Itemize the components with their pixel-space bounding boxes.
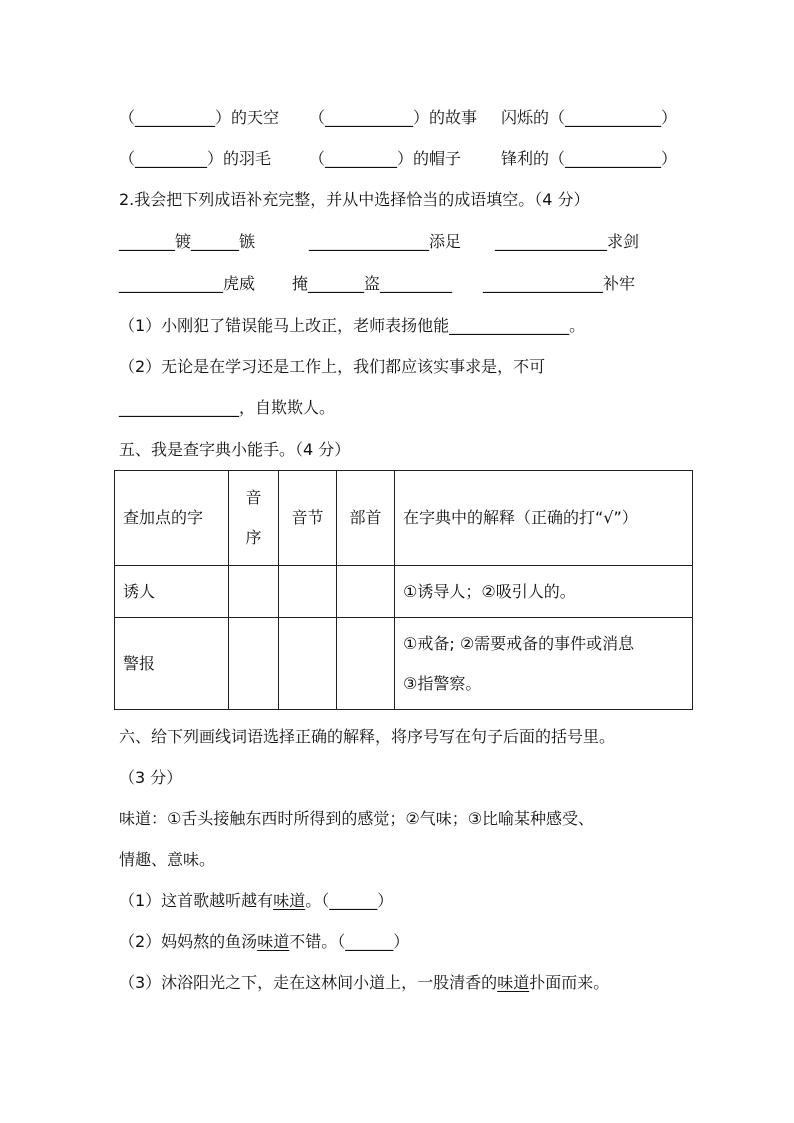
idiom-item: _______________补牢	[483, 274, 636, 293]
dictionary-table	[114, 470, 693, 710]
header-order	[229, 471, 279, 566]
fill-item: （___________）的故事	[309, 108, 478, 127]
header-meaning: 在字典中的解释（正确的打“√”）	[395, 471, 693, 566]
idiom-item: _____________虎威	[119, 274, 256, 293]
answer-cell-radical[interactable]	[337, 618, 395, 710]
header-syllable: 音节	[279, 471, 337, 566]
q6-sentence-3	[119, 972, 609, 994]
q6-definition: 味道：①舌头接触东西时所得到的感觉；②气味；③比喻某种感受、	[119, 809, 595, 828]
idiom-item: _______________添足	[309, 232, 462, 251]
sentence-text: 扑面而来。	[529, 973, 610, 992]
sentence-answer: 不错。（______）	[289, 932, 410, 951]
meaning-line: ③指警察。	[403, 673, 482, 693]
q6-points: （3 分）	[119, 768, 183, 787]
table-row	[115, 566, 693, 618]
idiom-item: 掩_______盗_________	[292, 274, 453, 293]
q6-sentence-2	[119, 931, 409, 953]
sentence-text: （1）这首歌越听越有	[119, 891, 274, 910]
answer-cell-order[interactable]	[229, 566, 279, 618]
table-row	[115, 618, 693, 710]
q6-sentence-1	[119, 890, 393, 912]
q6-definition-cont: 情趣、意味。	[119, 850, 216, 869]
underlined-word: 味道	[497, 973, 530, 992]
header-radical: 部首	[337, 471, 395, 566]
q2-sentence-2: （2）无论是在学习还是工作上，我们都应该实事求是，不可	[119, 357, 546, 376]
q5-title: 五、我是查字典小能手。（4 分）	[119, 440, 351, 459]
answer-cell-syllable[interactable]	[279, 566, 337, 618]
fill-item: （__________）的天空	[119, 108, 280, 127]
fill-item: 闪烁的（____________）	[501, 108, 678, 127]
row-char: 诱人	[115, 566, 229, 618]
header-order-2: 序	[245, 528, 262, 547]
sentence-answer: 。（______）	[305, 891, 394, 910]
idiom-item: _______镀______镞	[119, 232, 256, 251]
q2-sentence-1: （1）小刚犯了错误能马上改正，老师表扬他能_______________。	[119, 316, 586, 335]
row-meaning: ①诱导人；②吸引人的。	[395, 566, 693, 618]
answer-cell-syllable[interactable]	[279, 618, 337, 710]
q6-title: 六、给下列画线词语选择正确的解释，将序号写在句子后面的括号里。	[119, 727, 616, 746]
meaning-line: ①戒备; ②需要戒备的事件或消息	[403, 633, 635, 653]
row-char: 警报	[115, 618, 229, 710]
row-meaning	[395, 618, 693, 710]
sentence-text: （3）沐浴阳光之下，走在这林间小道上，一股清香的	[119, 973, 498, 992]
underlined-word: 味道	[273, 891, 306, 910]
fill-item: 锋利的（____________）	[501, 149, 678, 168]
header-char: 查加点的字	[115, 471, 229, 566]
q2-title: 2.我会把下列成语补充完整，并从中选择恰当的成语填空。（4 分）	[119, 190, 590, 209]
q2-sentence-2-cont: _______________，自欺欺人。	[119, 398, 336, 417]
table-header-row	[115, 471, 693, 566]
answer-cell-order[interactable]	[229, 618, 279, 710]
idiom-item: ______________求剑	[495, 232, 640, 251]
fill-item: （_________）的帽子	[309, 149, 462, 168]
underlined-word: 味道	[257, 932, 290, 951]
answer-cell-radical[interactable]	[337, 566, 395, 618]
fill-item: （_________）的羽毛	[119, 149, 272, 168]
header-order-1: 音	[245, 488, 262, 507]
sentence-text: （2）妈妈熬的鱼汤	[119, 932, 258, 951]
